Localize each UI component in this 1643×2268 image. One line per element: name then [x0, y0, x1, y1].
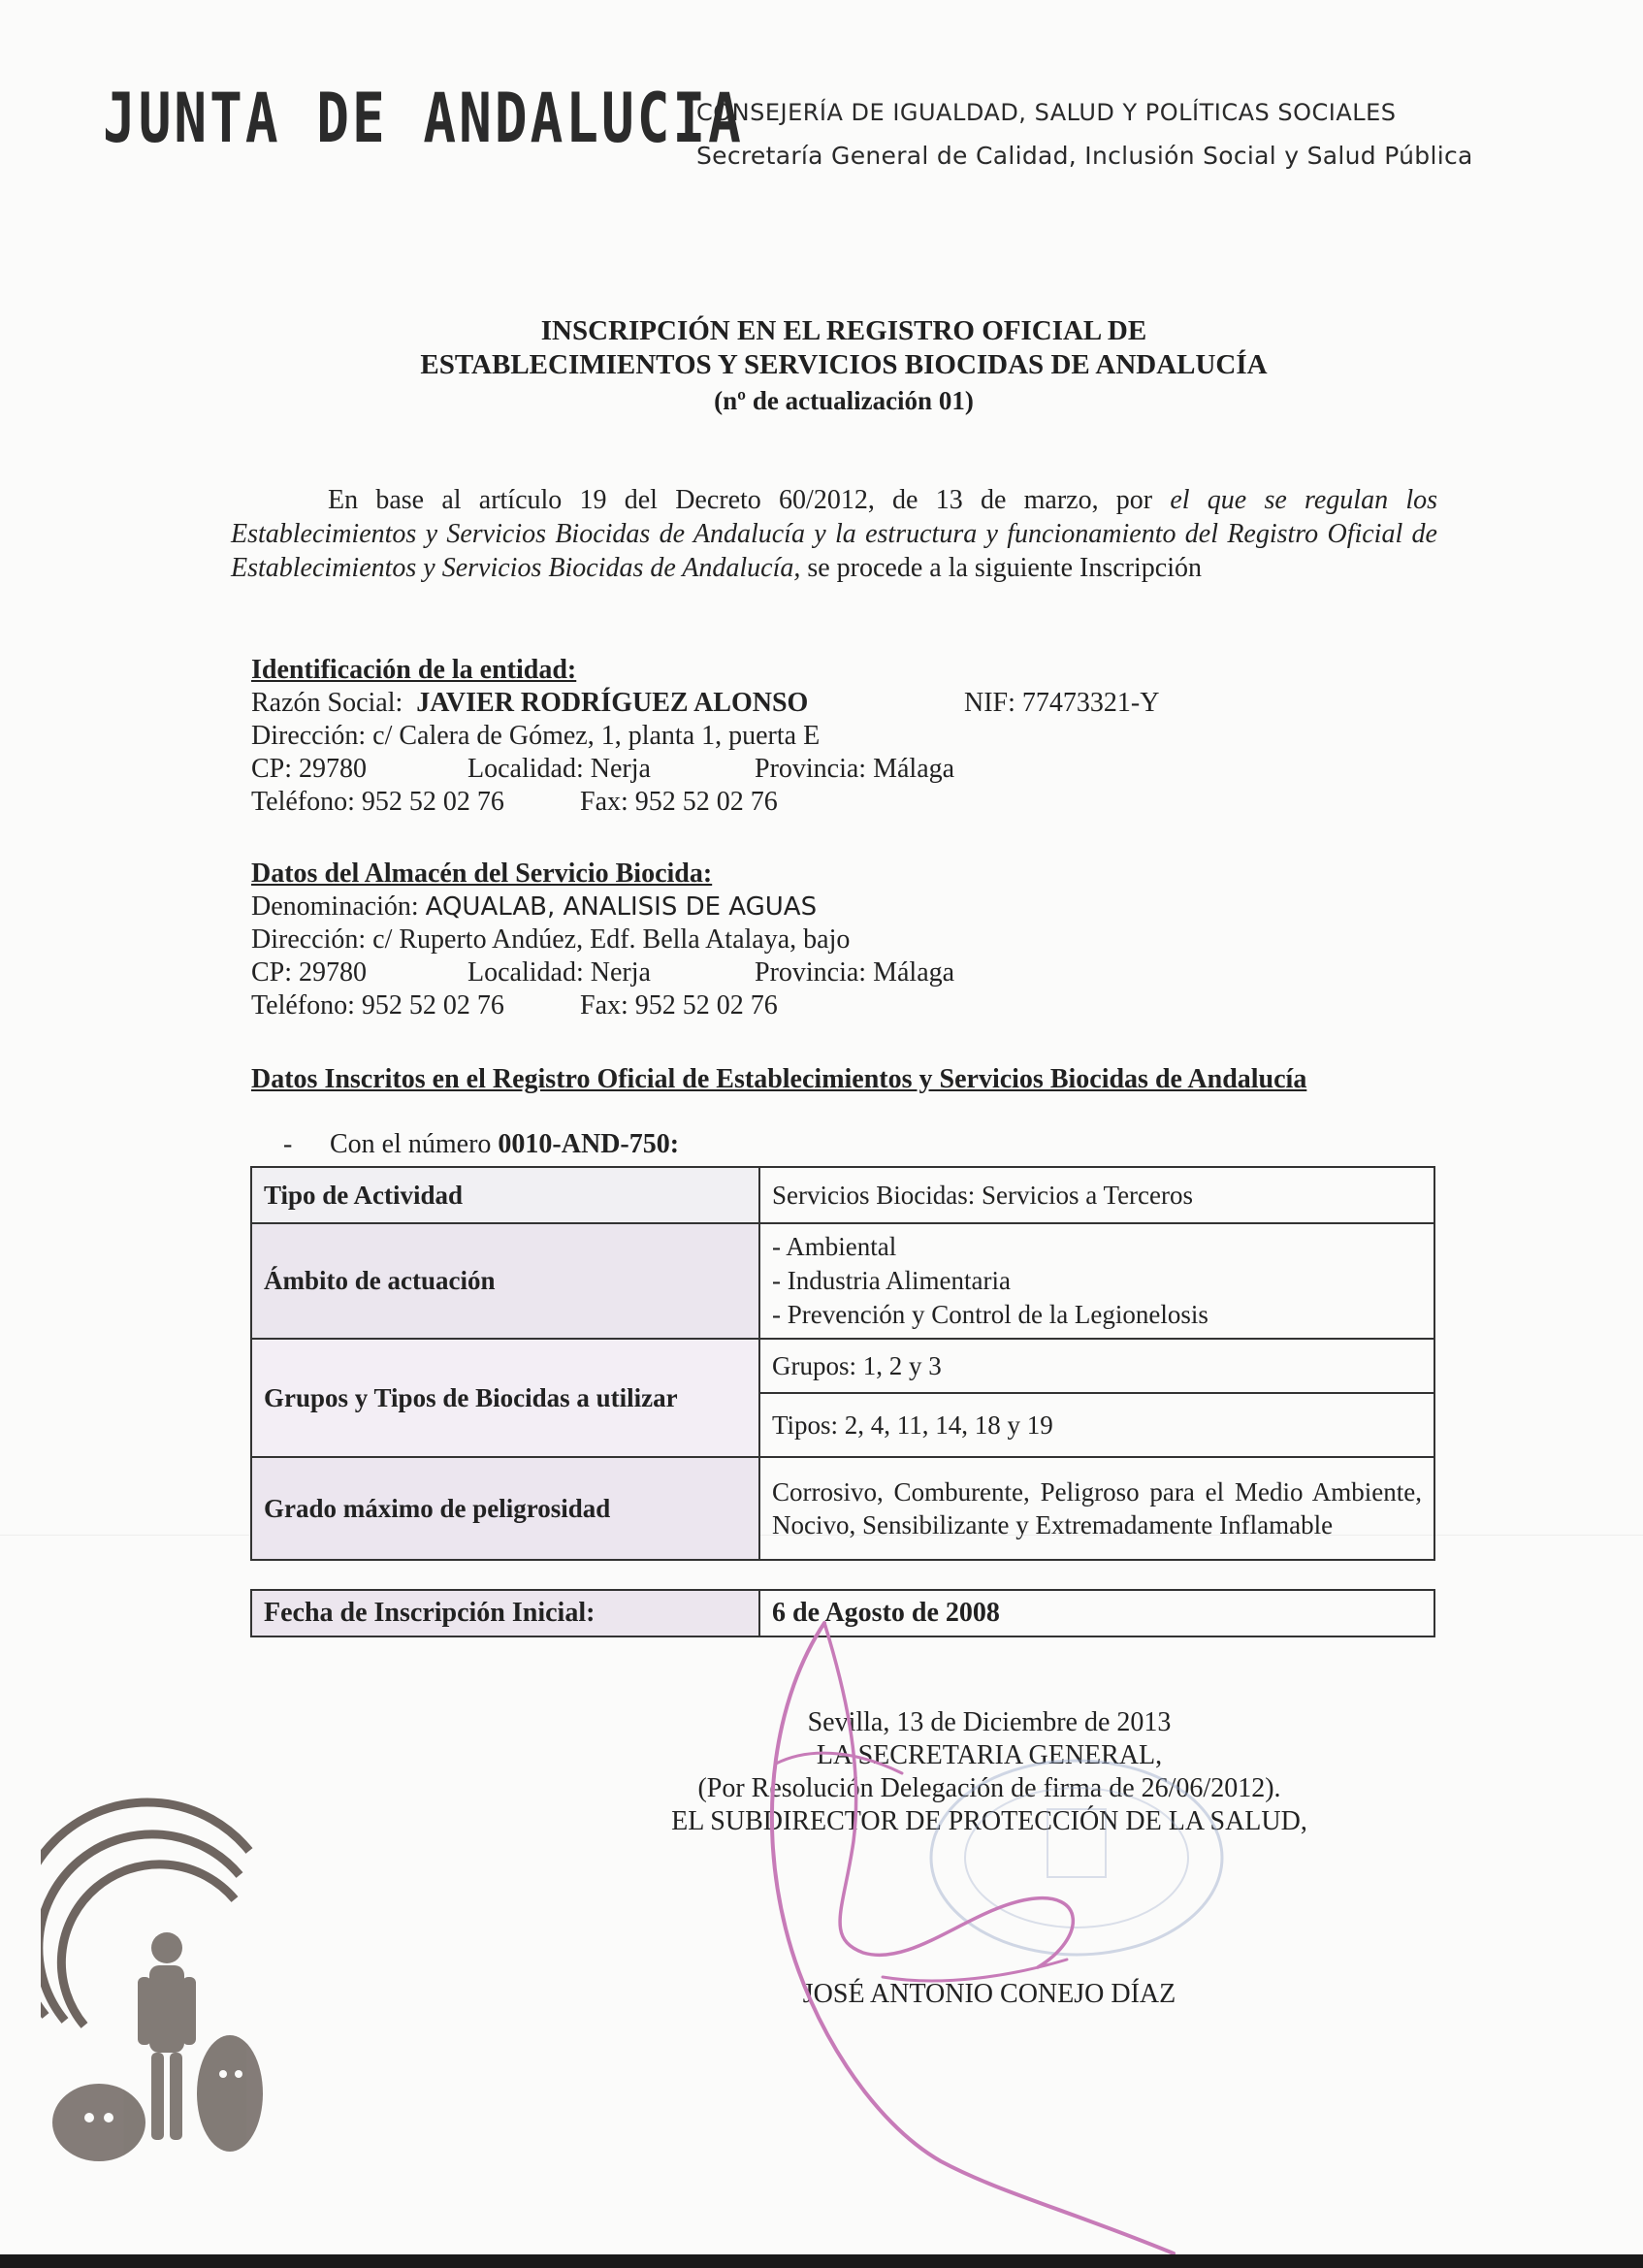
activity-type-label: Tipo de Actividad: [251, 1167, 759, 1223]
registry-bullet: -: [283, 1129, 293, 1159]
entity-heading: Identificación de la entidad:: [251, 655, 577, 685]
initial-registration-date-value: 6 de Agosto de 2008: [759, 1590, 1434, 1636]
signatory-name: JOSÉ ANTONIO CONEJO DÍAZ: [802, 1979, 1176, 2009]
entity-phone: Teléfono: 952 52 02 76: [251, 787, 504, 817]
table-row: [251, 1339, 1434, 1393]
registry-table: [250, 1166, 1435, 1561]
hazard-level-value: Corrosivo, Comburente, Peligroso para el Medio Ambiente, Nocivo, Sensibilizante y Extremadamente Inflamable: [759, 1457, 1434, 1560]
scope-item: - Industria Alimentaria: [772, 1266, 1011, 1295]
intro-text-2: se procede a la siguiente Inscripción: [800, 553, 1202, 583]
warehouse-province: Provincia: Málaga: [755, 957, 955, 988]
document-title-line2: ESTABLECIMIENTOS Y SERVICIOS BIOCIDAS DE ANDALUCÍA: [420, 349, 1268, 380]
place-and-date: Sevilla, 13 de Diciembre de 2013: [807, 1707, 1172, 1737]
warehouse-postal-code: CP: 29780: [251, 957, 368, 988]
warehouse-fax: Fax: 952 52 02 76: [580, 990, 778, 1021]
entity-address: Dirección: c/ Calera de Gómez, 1, planta 1, puerta E: [251, 721, 821, 751]
hazard-level-label: Grado máximo de peligrosidad: [251, 1457, 759, 1560]
scope-label: Ámbito de actuación: [251, 1223, 759, 1339]
warehouse-address: Dirección: c/ Ruperto Andúez, Edf. Bella Atalaya, bajo: [251, 924, 851, 955]
entity-province: Provincia: Málaga: [755, 754, 955, 784]
activity-type-value: Servicios Biocidas: Servicios a Terceros: [759, 1167, 1434, 1223]
warehouse-phone: Teléfono: 952 52 02 76: [251, 990, 504, 1021]
entity-locality: Localidad: Nerja: [467, 754, 651, 784]
table-row: [251, 1457, 1434, 1560]
handwritten-signature-icon: [718, 1618, 1261, 2258]
signatory-role-2: EL SUBDIRECTOR DE PROTECCIÓN DE LA SALUD,: [671, 1806, 1307, 1836]
nif: NIF: 77473321-Y: [964, 688, 1160, 718]
scope-item: - Prevención y Control de la Legionelosis: [772, 1300, 1208, 1329]
signatory-role-1: LA SECRETARIA GENERAL,: [816, 1740, 1163, 1770]
table-row: [251, 1223, 1434, 1339]
biocide-groups-value: Grupos: 1, 2 y 3: [759, 1339, 1434, 1393]
warehouse-name-value: AQUALAB, ANALISIS DE AGUAS: [425, 892, 818, 922]
warehouse-heading: Datos del Almacén del Servicio Biocida:: [251, 859, 713, 889]
razon-social: [251, 688, 808, 719]
junta-andalucia-emblem-icon: [41, 1783, 264, 2171]
registry-heading: Datos Inscritos en el Registro Oficial de Establecimientos y Servicios Biocidas de Andalucía: [251, 1064, 1307, 1094]
intro-text-1: En base al artículo 19 del Decreto 60/2012, de 13 de marzo, por: [328, 485, 1171, 515]
junta-de-andalucia-logo: JUNTA DE ANDALUCIA: [103, 80, 744, 159]
biocide-types-value: Tipos: 2, 4, 11, 14, 18 y 19: [759, 1393, 1434, 1457]
entity-fax: Fax: 952 52 02 76: [580, 787, 778, 817]
scope-list: [759, 1223, 1434, 1339]
document-title-update-number: (nº de actualización 01): [714, 386, 974, 415]
ministry-name: CONSEJERÍA DE IGUALDAD, SALUD Y POLÍTICAS SOCIALES: [696, 99, 1397, 126]
warehouse-name: [251, 891, 817, 923]
razon-social-value: JAVIER RODRÍGUEZ ALONSO: [416, 688, 809, 718]
document-title-line1: INSCRIPCIÓN EN EL REGISTRO OFICIAL DE: [540, 315, 1147, 346]
initial-registration-date-label: Fecha de Inscripción Inicial:: [251, 1590, 759, 1636]
delegation-note: (Por Resolución Delegación de firma de 26/06/2012).: [697, 1773, 1281, 1803]
intro-paragraph: [231, 483, 1437, 585]
registry-number-prefix: Con el número: [330, 1129, 499, 1159]
warehouse-name-label: Denominación:: [251, 891, 419, 922]
scope-item: - Ambiental: [772, 1232, 897, 1261]
biocide-groups-label: Grupos y Tipos de Biocidas a utilizar: [251, 1339, 759, 1457]
registry-number-value: 0010-AND-750:: [498, 1129, 680, 1159]
entity-postal-code: CP: 29780: [251, 754, 368, 784]
registry-number: [330, 1129, 679, 1160]
table-row: [251, 1167, 1434, 1223]
warehouse-locality: Localidad: Nerja: [467, 957, 651, 988]
scan-edge: [0, 2254, 1643, 2268]
intro-italic-text: el que se regulan los Establecimientos y Servicios Biocidas de Andalucía y la estructura y funcionamiento del Registro Oficial de Establecimientos y Servicios Biocidas de Andalucía,: [231, 485, 1437, 583]
secretariat-name: Secretaría General de Calidad, Inclusión Social y Salud Pública: [696, 142, 1473, 170]
razon-social-label: Razón Social:: [251, 688, 403, 718]
